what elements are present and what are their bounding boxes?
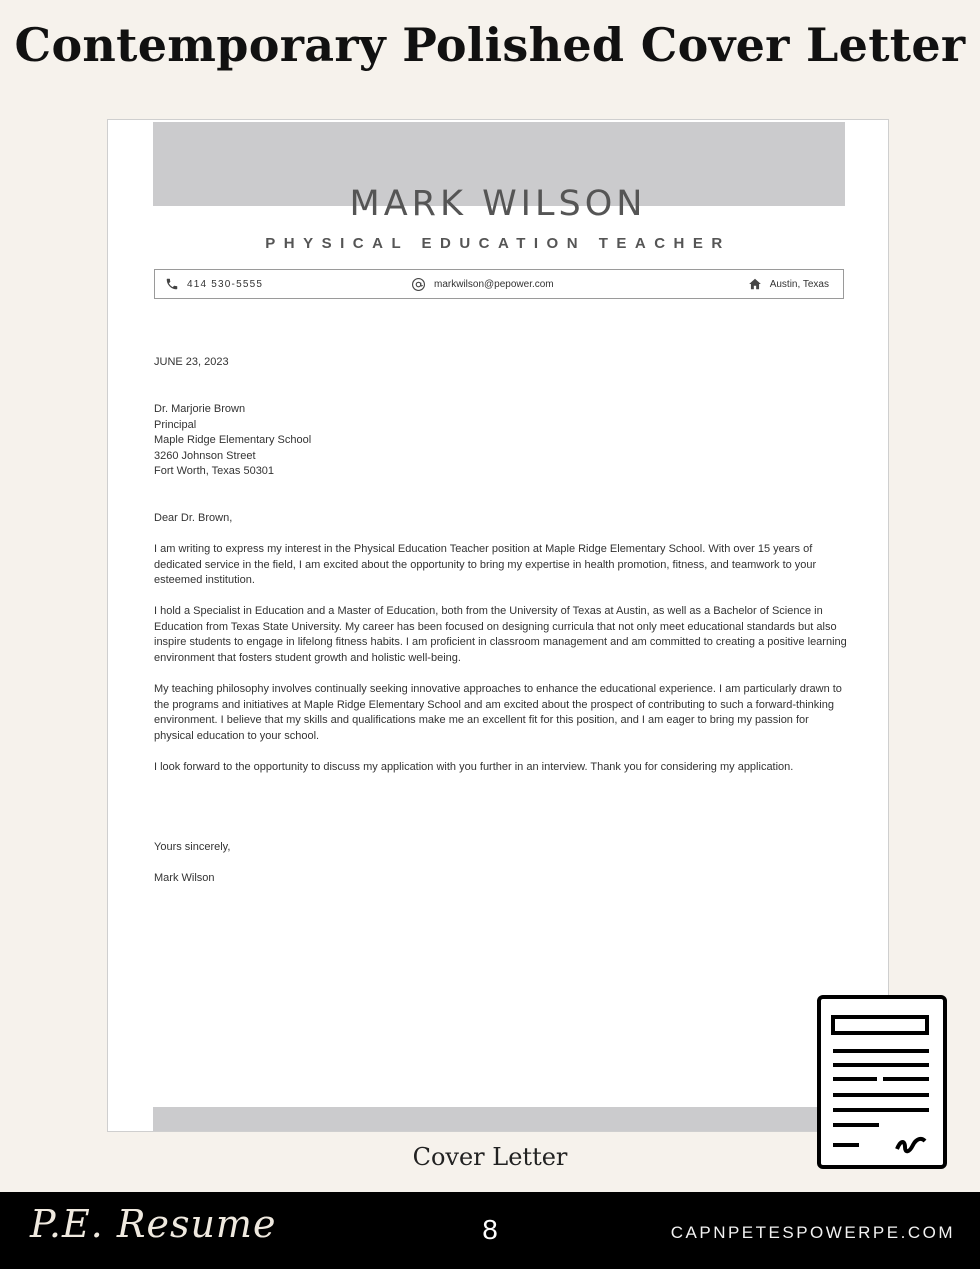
recipient-title: Principal (154, 418, 197, 431)
preview-caption: Cover Letter (412, 1143, 568, 1171)
brand-logo: P.E. Resume (30, 1202, 277, 1246)
recipient-name: Dr. Marjorie Brown (154, 403, 246, 415)
body-paragraph: I am writing to express my interest in the Physical Education Teacher position at Maple Ridge Elementary School. With over 15 years of dedicated service in the field, I am excited about the opportunity to bring my expertise in health promotion, fitness, and teamwork to your esteemed institution. (154, 543, 817, 586)
contact-location (748, 270, 829, 298)
contact-bar (154, 269, 844, 299)
applicant-job-title: PHYSICAL EDUCATION TEACHER (265, 235, 731, 252)
website-link[interactable]: CAPNPETESPOWERPE.COM (670, 1223, 955, 1242)
cover-letter-preview (107, 119, 889, 1132)
footer-band (153, 1107, 845, 1131)
recipient-street: 3260 Johnson Street (154, 449, 256, 462)
email-text: markwilson@pepower.com (434, 278, 554, 290)
body-paragraph: My teaching philosophy involves continually seeking innovative approaches to enhance the educational experience. I am particularly drawn to the programs and initiatives at Maple Ridge Elementary School and am excited about the prospect of contributing to such a forward-thinking environment. I believe that my skills and qualifications make me an excellent fit for this position, and I am eager to bring my passion for physical education to your school. (154, 683, 842, 742)
body-paragraph: I look forward to the opportunity to discuss my application with you further in an interview. Thank you for considering my application. (154, 761, 794, 773)
phone-icon (165, 277, 179, 291)
recipient-school: Maple Ridge Elementary School (154, 434, 312, 446)
signer-name: Mark Wilson (154, 872, 215, 884)
contact-email (411, 270, 554, 298)
page-title: Contemporary Polished Cover Letter (14, 18, 966, 72)
contact-phone (165, 270, 263, 298)
recipient-block (154, 402, 311, 480)
closing: Yours sincerely, (154, 841, 231, 853)
document-icon (817, 995, 947, 1169)
letter-date: JUNE 23, 2023 (154, 356, 229, 368)
page-number: 8 (482, 1214, 498, 1245)
body-paragraph: I hold a Specialist in Education and a Master of Education, both from the University of Texas at Austin, as well as a Bachelor of Science in Education from Texas State University. My career has been focused on designing curricula that not only meet educational standards but also inspire students to engage in lifelong fitness habits. I am proficient in classroom management and am committed to creating a positive learning environment that fosters student growth and holistic well-being. (154, 605, 847, 664)
home-icon (748, 277, 762, 291)
location-text: Austin, Texas (769, 278, 829, 290)
recipient-city: Fort Worth, Texas 50301 (154, 465, 275, 477)
applicant-name: MARK WILSON (349, 184, 647, 224)
salutation: Dear Dr. Brown, (154, 512, 233, 524)
phone-text: 414 530-5555 (187, 278, 264, 290)
at-sign-icon (411, 277, 426, 292)
page-footer (0, 1192, 980, 1269)
